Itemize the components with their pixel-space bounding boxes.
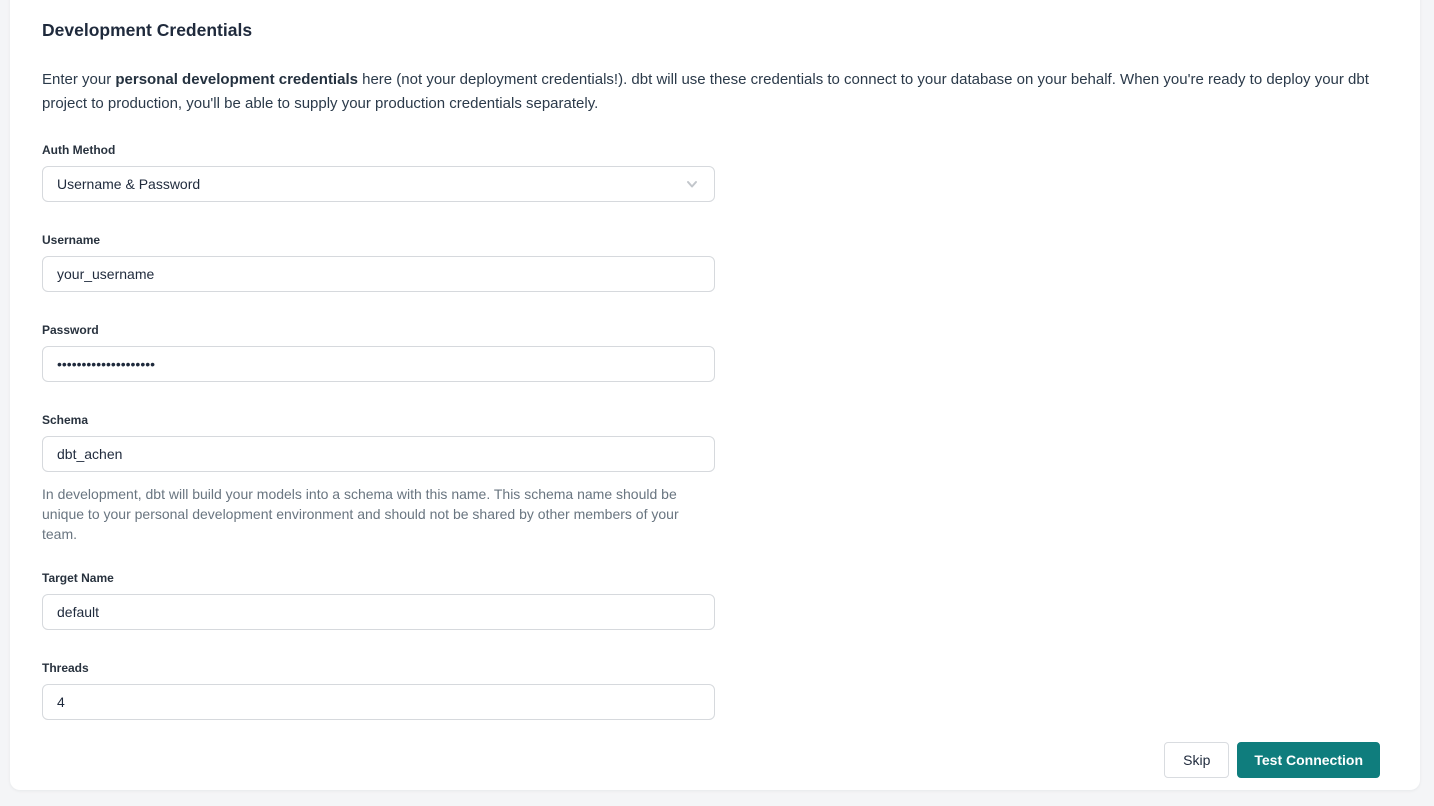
schema-help-text: In development, dbt will build your models into a schema with this name. This schema name should be unique to your personal development environment and should not be shared by other members of your team. bbox=[42, 486, 679, 542]
credentials-form bbox=[42, 143, 1380, 720]
password-field-group bbox=[42, 323, 715, 382]
auth-method-label: Auth Method bbox=[42, 143, 116, 157]
threads-label: Threads bbox=[42, 661, 89, 675]
auth-method-select[interactable] bbox=[42, 166, 715, 202]
test-connection-button[interactable]: Test Connection bbox=[1237, 742, 1380, 778]
schema-label: Schema bbox=[42, 413, 89, 427]
threads-field-group bbox=[42, 661, 715, 720]
intro-paragraph bbox=[42, 68, 1377, 116]
skip-button[interactable]: Skip bbox=[1164, 742, 1229, 778]
password-input[interactable] bbox=[42, 346, 715, 382]
username-label: Username bbox=[42, 233, 101, 247]
password-label: Password bbox=[42, 323, 99, 337]
auth-method-selected-value: Username & Password bbox=[57, 176, 201, 192]
threads-input[interactable] bbox=[42, 684, 715, 720]
target-name-label: Target Name bbox=[42, 571, 114, 585]
intro-text-start: Enter your bbox=[42, 71, 116, 88]
username-input[interactable] bbox=[42, 256, 715, 292]
intro-text-end: here (not your deployment credentials!). dbt will use these credentials to connect to your database on your behalf. When you're ready to deploy your dbt project to production, you'll be able to supply your production credentials separately. bbox=[42, 71, 1369, 112]
target-name-input[interactable] bbox=[42, 594, 715, 630]
footer-actions bbox=[42, 742, 1380, 778]
auth-method-field-group bbox=[42, 143, 715, 202]
target-name-field-group bbox=[42, 571, 715, 630]
credentials-card bbox=[10, 0, 1420, 790]
page-title: Development Credentials bbox=[42, 20, 253, 40]
username-field-group bbox=[42, 233, 715, 292]
schema-field-group bbox=[42, 413, 715, 544]
intro-text-bold: personal development credentials bbox=[115, 71, 358, 88]
schema-input[interactable] bbox=[42, 436, 715, 472]
chevron-down-icon bbox=[684, 176, 700, 192]
